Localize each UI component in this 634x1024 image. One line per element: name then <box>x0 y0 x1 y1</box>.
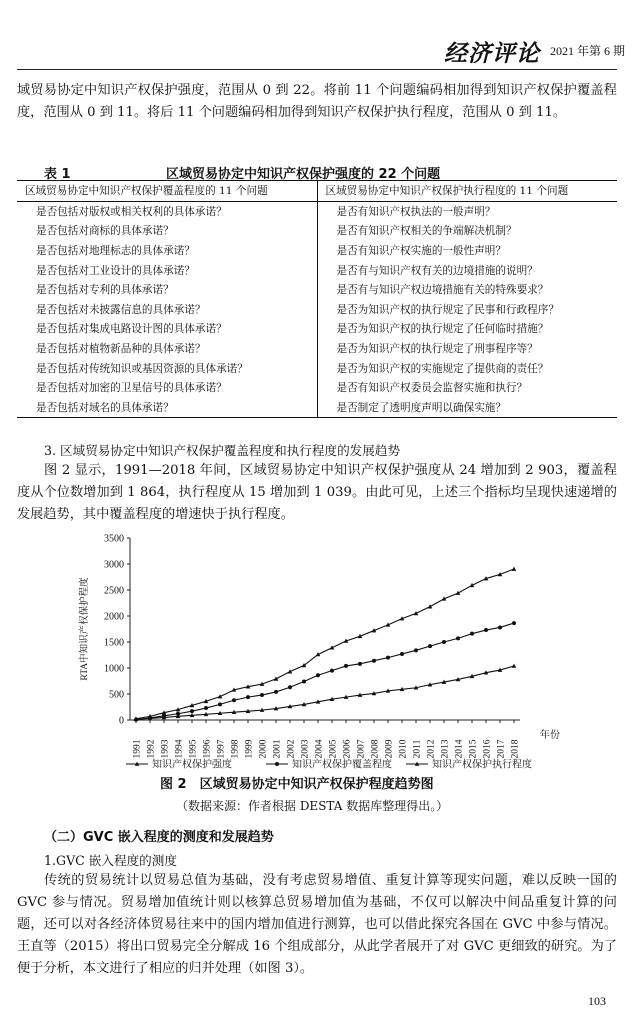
legend-label: 知识产权保护强度 <box>152 759 232 771</box>
coverage-question: 是否包括对专利的具体承诺？ <box>17 280 317 300</box>
data-point <box>372 659 376 663</box>
x-tick-label: 1995 <box>188 739 199 759</box>
data-point <box>204 706 208 710</box>
data-point <box>316 673 320 677</box>
y-tick-label: 3500 <box>104 533 124 545</box>
data-point <box>260 693 264 697</box>
data-point <box>456 636 460 640</box>
enforcement-question: 是否为知识产权的执行规定了民事和行政程序？ <box>336 303 559 316</box>
issue-label: 2021 年第 6 期 <box>550 44 626 58</box>
data-point <box>386 656 390 660</box>
data-point <box>498 625 502 629</box>
data-point <box>414 648 418 652</box>
data-point <box>302 680 306 684</box>
table-header-coverage: 区域贸易协定中知识产权保护覆盖程度的 11 个问题 <box>17 181 317 202</box>
table-row <box>17 378 617 398</box>
x-tick-label: 1991 <box>132 739 143 759</box>
table-row <box>17 221 617 241</box>
data-point <box>344 664 348 668</box>
x-tick-label: 1992 <box>146 739 157 759</box>
coverage-question: 是否包括对传统知识或基因资源的具体承诺？ <box>17 358 317 378</box>
legend-label: 知识产权保护覆盖程度 <box>292 759 392 771</box>
enforcement-question: 是否有知识产权实施的一般性声明？ <box>336 245 506 258</box>
coverage-question: 是否包括对未披露信息的具体承诺？ <box>17 300 317 320</box>
enforcement-question: 是否为知识产权的执行规定了任何临时措施？ <box>336 323 549 336</box>
figure-caption: 图 2 区域贸易协定中知识产权保护程度趋势图 <box>160 777 434 792</box>
enforcement-question: 是否为知识产权的实施规定了提供商的责任？ <box>336 362 549 375</box>
coverage-question: 是否包括对工业设计的具体承诺？ <box>17 260 317 280</box>
coverage-question: 是否包括对植物新品种的具体承诺？ <box>17 339 317 359</box>
questions-table <box>17 180 617 418</box>
table-row <box>17 398 617 418</box>
final-paragraph: 传统的贸易统计以贸易总值为基础，没有考虑贸易增值、重复计算等现实问题，难以反映一国的 GVC 参与情况。贸易增加值统计则以核算总贸易增加值为基础，不仅可以解决中间品重复计算的问题，还可以对各经济体贸易往来中的国内增加值进行测算，也可以借此探究各国在 GVC 中参与情况。王直等（2015）将出口贸易完全分解成 16 个组成部分，从此学者展开了对 GVC 更细致的研究。为了便于分析，本文进行了相应的归并处理（如图 3）。 <box>17 873 617 976</box>
x-tick-label: 1999 <box>244 739 255 759</box>
data-point <box>288 685 292 689</box>
y-tick-label: 1500 <box>104 637 124 649</box>
x-tick-label: 2009 <box>384 739 395 759</box>
x-tick-label: 2005 <box>328 739 339 759</box>
journal-logo: 经济评论 <box>444 40 540 67</box>
data-point <box>218 702 222 706</box>
x-tick-label: 2012 <box>426 739 437 759</box>
enforcement-question: 是否为知识产权的执行规定了刑事程序等？ <box>336 343 538 356</box>
enforcement-question: 是否有知识产权执法的一般声明？ <box>336 205 496 218</box>
table-header-enforcement: 区域贸易协定中知识产权保护执行程度的 11 个问题 <box>317 181 617 202</box>
y-tick-label: 3000 <box>104 559 124 571</box>
data-point <box>190 709 194 713</box>
section-3-paragraph: 图 2 显示，1991—2018 年间，区域贸易协定中知识产权保护强度从 24 增加到 2 903，覆盖程度从个位数增加到 1 864，执行程度从 15 增加到 1 039。由此可见，上述三个指标均呈现快速递增的发展趋势，其中覆盖程度的增速快于执行程度。 <box>17 463 617 522</box>
data-point <box>512 664 517 668</box>
x-tick-label: 1994 <box>174 739 185 759</box>
table-row <box>17 358 617 378</box>
x-tick-label: 2008 <box>370 739 381 759</box>
x-tick-label: 2013 <box>440 739 451 759</box>
x-tick-label: 2010 <box>398 739 409 759</box>
x-tick-label: 2014 <box>454 739 465 759</box>
data-point <box>442 640 446 644</box>
figure-source: （数据来源：作者根据 DESTA 数据库整理得出。） <box>176 799 449 813</box>
data-point <box>232 698 236 702</box>
x-tick-label: 2006 <box>342 739 353 759</box>
y-axis-label: RTA中知识产权保护程度 <box>80 577 90 681</box>
table-row <box>17 339 617 359</box>
data-point <box>484 628 488 632</box>
data-point <box>512 567 517 571</box>
data-point <box>275 762 279 766</box>
x-tick-label: 1997 <box>216 739 227 759</box>
y-tick-label: 2000 <box>104 611 124 623</box>
table-row <box>17 260 617 280</box>
table-title: 区域贸易协定中知识产权保护强度的 22 个问题 <box>166 167 441 182</box>
subsection-2-1-heading: 1.GVC 嵌入程度的测度 <box>44 853 177 868</box>
data-point <box>274 690 278 694</box>
table-row <box>17 319 617 339</box>
x-tick-label: 2016 <box>482 739 493 759</box>
data-point <box>246 695 250 699</box>
x-tick-label: 2018 <box>510 739 521 759</box>
x-tick-label: 2002 <box>286 739 297 759</box>
y-tick-label: 2500 <box>104 585 124 597</box>
section-3-heading: 3. 区域贸易协定中知识产权保护覆盖程度和执行程度的发展趋势 <box>44 443 401 458</box>
table-header-row <box>17 181 617 202</box>
table-row <box>17 201 617 221</box>
x-tick-label: 1998 <box>230 739 241 759</box>
table-row <box>17 300 617 320</box>
data-point <box>330 669 334 673</box>
x-tick-label: 1996 <box>202 739 213 759</box>
subsection-2-heading: （二）GVC 嵌入程度的测度和发展趋势 <box>44 830 274 845</box>
data-point <box>470 632 474 636</box>
enforcement-question: 是否制定了透明度声明以确保实施？ <box>317 398 617 418</box>
x-tick-label: 2001 <box>272 739 283 759</box>
header-rule <box>17 69 617 70</box>
intro-paragraph: 域贸易协定中知识产权保护强度，范围从 0 到 22。将前 11 个问题编码相加得到知识产权保护覆盖程度，范围从 0 到 11。将后 11 个问题编码相加得到知识产权保护执行程度，范围从 0 到 11。 <box>17 83 617 120</box>
chart-axes <box>78 534 560 759</box>
table-row <box>17 280 617 300</box>
coverage-question: 是否包括对集成电路设计图的具体承诺？ <box>17 319 317 339</box>
data-point <box>512 621 516 625</box>
x-tick-label: 2017 <box>496 739 507 759</box>
enforcement-question: 是否有知识产权委员会监督实施和执行？ <box>336 382 528 395</box>
coverage-question: 是否包括对域名的具体承诺？ <box>17 398 317 418</box>
table-label: 表 1 <box>44 167 71 182</box>
coverage-question: 是否包括对版权或相关权利的具体承诺？ <box>17 201 317 221</box>
enforcement-question: 是否有与知识产权边境措施有关的特殊要求？ <box>336 284 549 297</box>
x-tick-label: 2004 <box>314 739 325 759</box>
coverage-question: 是否包括对地理标志的具体承诺？ <box>17 241 317 261</box>
page-number: 103 <box>588 994 606 1008</box>
x-tick-label: 2015 <box>468 739 479 759</box>
chart-legend <box>126 758 532 771</box>
chart-series <box>134 567 517 722</box>
coverage-question: 是否包括对商标的具体承诺？ <box>17 221 317 241</box>
enforcement-question: 是否有与知识产权有关的边境措施的说明？ <box>336 264 538 277</box>
enforcement-question: 是否有知识产权相关的争端解决机制？ <box>336 225 517 238</box>
coverage-question: 是否包括对加密的卫星信号的具体承诺？ <box>17 378 317 398</box>
x-tick-label: 1993 <box>160 739 171 759</box>
y-tick-label: 0 <box>119 715 124 727</box>
x-tick-label: 2007 <box>356 739 367 759</box>
x-tick-label: 2000 <box>258 739 269 759</box>
x-tick-label: 2011 <box>412 739 423 759</box>
series-line <box>136 569 514 719</box>
data-point <box>428 644 432 648</box>
y-tick-label: 1000 <box>104 663 124 675</box>
x-tick-label: 2003 <box>300 739 311 759</box>
table-row <box>17 241 617 261</box>
data-point <box>400 652 404 656</box>
y-tick-label: 500 <box>109 689 124 701</box>
data-point <box>358 662 362 666</box>
trend-chart <box>70 528 570 774</box>
series-1 <box>134 567 517 721</box>
legend-label: 知识产权保护执行程度 <box>432 759 532 771</box>
x-axis-label: 年份 <box>540 730 560 741</box>
